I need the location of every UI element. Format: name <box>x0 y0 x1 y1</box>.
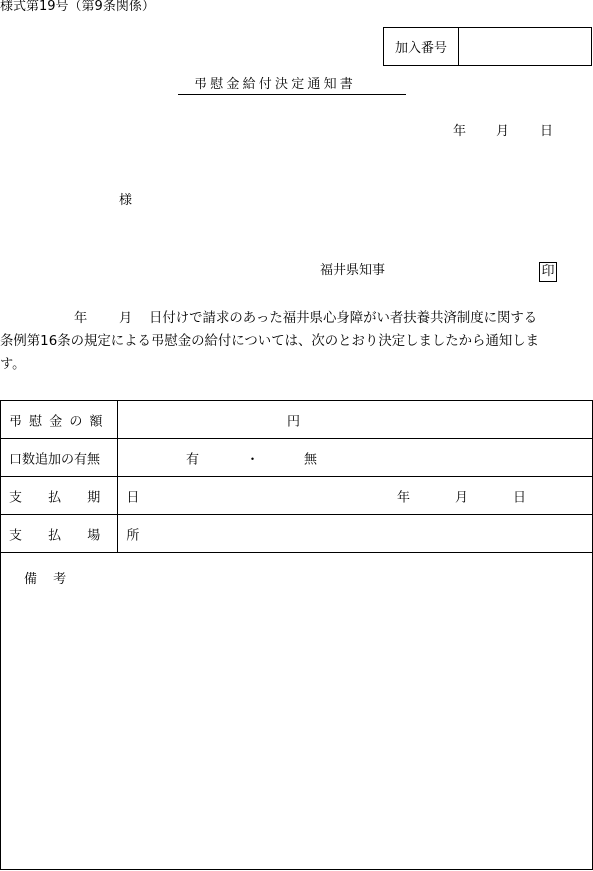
table-row <box>1 401 592 439</box>
payment-month: 月 <box>455 490 469 505</box>
date-month-label: 月 <box>496 124 510 139</box>
date-year-label: 年 <box>453 124 467 139</box>
remarks-area[interactable] <box>1 553 592 869</box>
form-number: 様式第19号（第9条関係） <box>0 0 155 14</box>
payment-place-field[interactable] <box>118 515 592 552</box>
yen-unit: 円 <box>287 414 301 429</box>
enrollment-number-field[interactable] <box>459 28 592 66</box>
condolence-amount-label: 弔 慰 金 の 額 <box>1 401 118 438</box>
unit-addition-label: 口数追加の有無 <box>1 439 118 476</box>
option-separator: ・ <box>246 452 260 467</box>
title-underline <box>178 94 406 95</box>
remarks-label: 備 考 <box>24 572 73 587</box>
enrollment-number-label: 加入番号 <box>384 28 459 66</box>
table-row <box>1 477 592 515</box>
enrollment-number-box <box>383 27 592 66</box>
seal-stamp: 印 <box>539 262 557 282</box>
payment-date-field[interactable] <box>118 477 592 514</box>
date-day-label: 日 <box>540 124 554 139</box>
payment-date-label: 支 払 期 日 <box>1 477 118 514</box>
document-title: 弔慰金給付決定通知書 <box>194 77 357 92</box>
condolence-amount-field[interactable] <box>118 401 592 438</box>
body-line1: 日付けで請求のあった福井県心身障がい者扶養共済制度に関する <box>149 311 538 326</box>
recipient-honorific: 様 <box>119 193 133 208</box>
option-no[interactable]: 無 <box>304 452 318 467</box>
body-year: 年 <box>74 311 88 326</box>
body-month: 月 <box>119 311 133 326</box>
table-row <box>1 515 592 553</box>
payment-day: 日 <box>513 490 527 505</box>
issuer-name: 福井県知事 <box>320 263 386 278</box>
payment-year: 年 <box>397 490 411 505</box>
payment-place-label: 支 払 場 所 <box>1 515 118 552</box>
body-line3: す。 <box>0 357 26 372</box>
table-row <box>1 439 592 477</box>
unit-addition-field[interactable] <box>118 439 592 476</box>
details-table <box>0 400 593 870</box>
option-yes[interactable]: 有 <box>186 452 200 467</box>
body-line2: 条例第16条の規定による弔慰金の給付については、次のとおり決定しましたから通知しま <box>0 334 540 349</box>
body-paragraph <box>0 310 593 370</box>
